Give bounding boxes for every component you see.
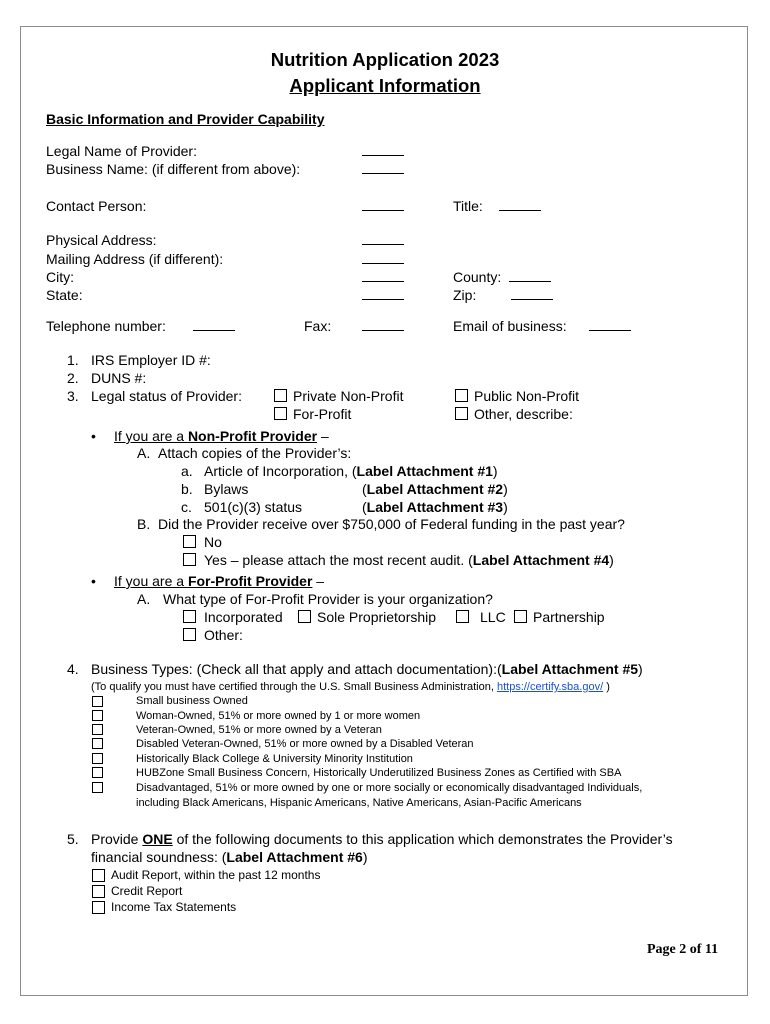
contact-person-label: Contact Person:	[46, 198, 147, 214]
irs-employer-id-label: IRS Employer ID #:	[91, 352, 211, 368]
np-c-sub-label: c.	[181, 499, 192, 515]
financial-post: of the following documents to this application which demonstrates the Provider’s	[172, 831, 673, 847]
fin-attachment-6: Label Attachment #6	[226, 849, 363, 865]
item-4-number: 4.	[67, 661, 79, 677]
private-nonprofit-checkbox[interactable]	[274, 389, 287, 402]
mailing-address-field[interactable]	[362, 251, 404, 267]
np-attachment-2: Label Attachment #2	[366, 481, 504, 497]
audit-report-label: Audit Report, within the past 12 months	[111, 868, 321, 882]
funding-no-checkbox[interactable]	[183, 535, 196, 548]
public-nonprofit-label: Public Non-Profit	[474, 388, 580, 404]
financial-line2-text: financial soundness: (	[91, 849, 227, 865]
np-a-text: Attach copies of the Provider’s:	[158, 445, 352, 461]
income-tax-label: Income Tax Statements	[111, 900, 237, 914]
bt-attachment-5: Label Attachment #5	[501, 661, 639, 677]
financial-line2: financial soundness: (Label Attachment #6)	[91, 849, 368, 865]
bt-item-hbcu: Historically Black College & University Minority Institution	[136, 753, 413, 765]
np-b-sub-label: b.	[181, 481, 193, 497]
np-a-sub-label: a.	[181, 463, 193, 479]
llc-checkbox[interactable]	[456, 610, 469, 623]
other-status-checkbox[interactable]	[455, 407, 468, 420]
mailing-address-label: Mailing Address (if different):	[46, 251, 224, 267]
funding-no-label: No	[204, 534, 222, 550]
np-501c3-text: 501(c)(3) status	[204, 499, 303, 515]
bt-item-disadvantaged: Disadvantaged, 51% or more owned by one or more socially or economically disadvantaged Individuals,	[136, 782, 643, 794]
audit-report-checkbox[interactable]	[92, 869, 105, 882]
nonprofit-prefix: If you are a	[114, 428, 188, 444]
city-label: City:	[46, 269, 74, 285]
form-subtitle: Applicant Information	[289, 75, 481, 96]
hubzone-checkbox[interactable]	[92, 767, 103, 778]
hbcu-checkbox[interactable]	[92, 753, 103, 764]
np-article-text: Article of Incorporation, (	[204, 463, 357, 479]
business-types-text: Business Types: (Check all that apply and attach documentation):(	[91, 661, 502, 677]
partnership-checkbox[interactable]	[514, 610, 527, 623]
contact-person-field[interactable]	[362, 198, 404, 214]
nonprofit-heading	[114, 428, 329, 444]
zip-label: Zip:	[453, 287, 477, 303]
income-tax-checkbox[interactable]	[92, 901, 105, 914]
sba-note-prefix: (To qualify you must have certified through the U.S. Small Business Administration,	[91, 681, 497, 693]
financial-one: ONE	[142, 831, 173, 847]
np-article-incorporation: Article of Incorporation, (Label Attachment #1)	[204, 463, 498, 479]
telephone-label: Telephone number:	[46, 318, 166, 334]
np-attachment-2-wrap: (Label Attachment #2)	[362, 481, 508, 497]
funding-yes-label: Yes – please attach the most recent audit. (Label Attachment #4)	[204, 552, 614, 568]
business-name-field[interactable]	[362, 161, 404, 177]
zip-field[interactable]	[511, 287, 553, 303]
state-label: State:	[46, 287, 83, 303]
disadvantaged-checkbox[interactable]	[92, 782, 103, 793]
funding-yes-text: Yes – please attach the most recent audit. (	[204, 552, 473, 568]
bt-item-disadvantaged-cont: including Black Americans, Hispanic Americans, Native Americans, Asian-Pacific Americans	[136, 797, 582, 809]
fax-label: Fax:	[304, 318, 332, 334]
bt-item-woman-owned: Woman-Owned, 51% or more owned by 1 or more women	[136, 710, 421, 722]
forprofit-bullet: •	[91, 573, 96, 589]
form-title: Nutrition Application 2023	[270, 49, 500, 70]
legal-name-label: Legal Name of Provider:	[46, 143, 197, 159]
public-nonprofit-checkbox[interactable]	[455, 389, 468, 402]
np-attachment-4: Label Attachment #4	[472, 552, 610, 568]
incorporated-checkbox[interactable]	[183, 610, 196, 623]
nonprofit-emph: Non-Profit Provider	[187, 428, 318, 444]
item-2-number: 2.	[67, 370, 79, 386]
document-page	[20, 26, 748, 996]
funding-yes-checkbox[interactable]	[183, 553, 196, 566]
item-3-number: 3.	[67, 388, 79, 404]
np-a-label: A.	[137, 445, 151, 461]
np-attachment-3: Label Attachment #3	[366, 499, 504, 515]
fp-other-label: Other:	[204, 627, 243, 643]
county-label: County:	[453, 269, 502, 285]
partnership-label: Partnership	[533, 609, 605, 625]
np-b-label: B.	[137, 516, 151, 532]
legal-status-label: Legal status of Provider:	[91, 388, 242, 404]
sba-note-suffix: )	[603, 681, 610, 693]
forprofit-heading	[114, 573, 324, 589]
email-label: Email of business:	[453, 318, 567, 334]
sole-proprietorship-label: Sole Proprietorship	[317, 609, 437, 625]
small-business-checkbox[interactable]	[92, 696, 103, 707]
fax-field[interactable]	[362, 318, 404, 334]
for-profit-checkbox[interactable]	[274, 407, 287, 420]
item-5-number: 5.	[67, 831, 79, 847]
fp-type-question: What type of For-Profit Provider is your organization?	[163, 591, 493, 607]
np-attachment-1: Label Attachment #1	[356, 463, 493, 479]
sba-certify-link[interactable]: https://certify.sba.gov/	[496, 681, 604, 693]
item-1-number: 1.	[67, 352, 79, 368]
woman-owned-checkbox[interactable]	[92, 710, 103, 721]
np-attachment-3-wrap: (Label Attachment #3)	[362, 499, 508, 515]
page-number: Page 2 of 11	[647, 942, 719, 957]
physical-address-label: Physical Address:	[46, 232, 157, 248]
title-field[interactable]	[499, 198, 541, 214]
credit-report-label: Credit Report	[111, 884, 183, 898]
other-status-label: Other, describe:	[474, 406, 573, 422]
bt-item-disabled-veteran: Disabled Veteran-Owned, 51% or more owned by a Disabled Veteran	[136, 738, 474, 750]
sole-proprietorship-checkbox[interactable]	[298, 610, 311, 623]
section-heading: Basic Information and Provider Capability	[46, 111, 325, 127]
sba-note	[91, 681, 610, 693]
business-name-label: Business Name: (if different from above):	[46, 161, 301, 177]
fp-a-label: A.	[137, 591, 151, 607]
llc-label: LLC	[480, 609, 506, 625]
bt-item-hubzone: HUBZone Small Business Concern, Historically Underutilized Business Zones as Certified with SBA	[136, 767, 622, 779]
county-field[interactable]	[509, 269, 551, 285]
incorporated-label: Incorporated	[204, 609, 283, 625]
nonprofit-suffix: –	[317, 428, 329, 444]
forprofit-emph: For-Profit Provider	[187, 573, 313, 589]
duns-label: DUNS #:	[91, 370, 147, 386]
np-federal-funding-question: Did the Provider receive over $750,000 of Federal funding in the past year?	[158, 516, 625, 532]
financial-heading	[91, 831, 673, 847]
credit-report-checkbox[interactable]	[92, 885, 105, 898]
legal-name-field[interactable]	[362, 143, 404, 159]
forprofit-suffix: –	[312, 573, 325, 589]
email-field[interactable]	[589, 318, 631, 334]
financial-pre: Provide	[91, 831, 143, 847]
physical-address-field[interactable]	[362, 232, 404, 248]
np-bylaws-text: Bylaws	[204, 481, 249, 497]
nonprofit-bullet: •	[91, 428, 96, 444]
business-types-heading: Business Types: (Check all that apply and attach documentation):(Label Attachment #5)	[91, 661, 643, 677]
for-profit-label: For-Profit	[293, 406, 352, 422]
bt-item-small-business: Small business Owned	[136, 695, 248, 707]
telephone-field[interactable]	[193, 318, 235, 334]
state-field[interactable]	[362, 287, 404, 303]
private-nonprofit-label: Private Non-Profit	[293, 388, 404, 404]
forprofit-prefix: If you are a	[114, 573, 188, 589]
bt-item-veteran-owned: Veteran-Owned, 51% or more owned by a Veteran	[136, 724, 382, 736]
disabled-veteran-checkbox[interactable]	[92, 738, 103, 749]
city-field[interactable]	[362, 269, 404, 285]
title-label: Title:	[453, 198, 483, 214]
fp-other-checkbox[interactable]	[183, 628, 196, 641]
veteran-owned-checkbox[interactable]	[92, 724, 103, 735]
